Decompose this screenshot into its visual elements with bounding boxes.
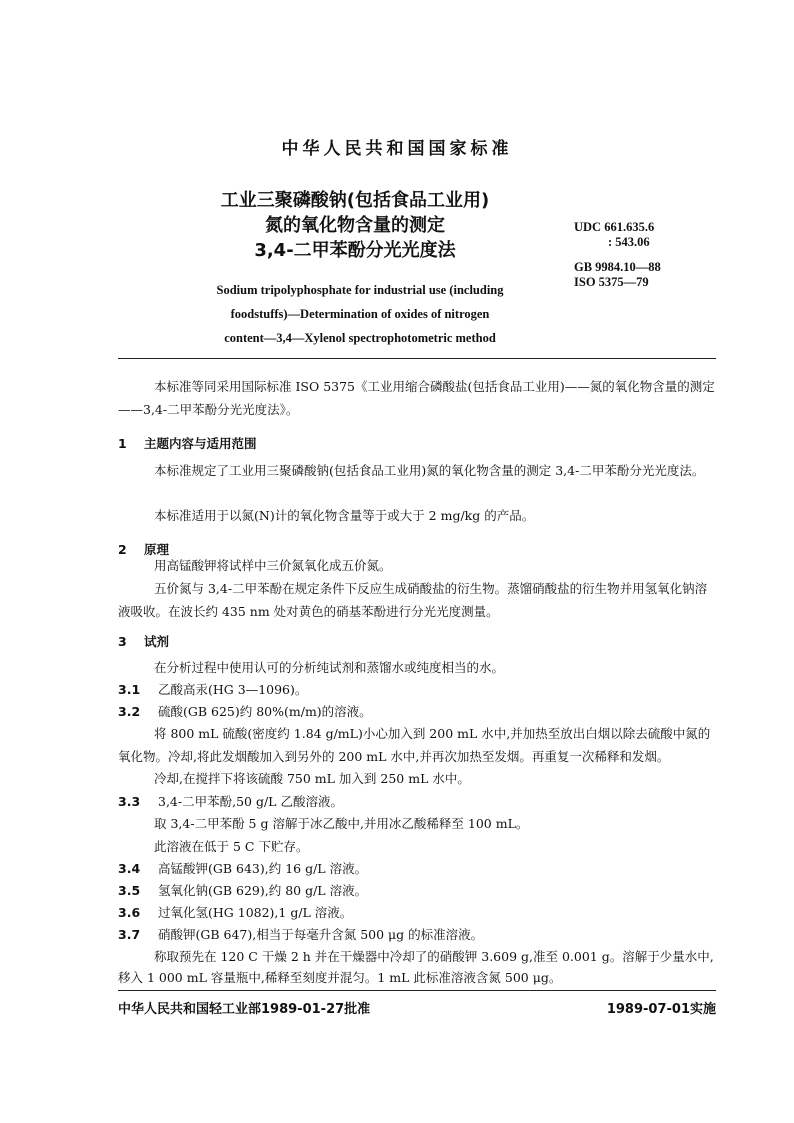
section-2-title: 原理 — [144, 542, 170, 557]
item-3-2-para-b: 冷却,在搅拌下将该硫酸 750 mL 加入到 250 mL 水中。 — [154, 771, 470, 786]
item-3-7-number: 3.7 — [118, 927, 141, 942]
item-3-6 — [118, 902, 718, 925]
item-3-5 — [118, 880, 718, 903]
code-block — [574, 220, 774, 290]
udc-code-2: : 543.06 — [608, 235, 650, 249]
section-3-para-0: 在分析过程中使用认可的分析纯试剂和蒸馏水或纯度相当的水。 — [154, 660, 505, 675]
item-3-6-text: 过氧化氢(HG 1082),1 g/L 溶液。 — [158, 905, 353, 920]
item-3-1-text: 乙酸高汞(HG 3—1096)。 — [158, 682, 308, 697]
item-3-3-para-a: 取 3,4-二甲苯酚 5 g 溶解于冰乙酸中,并用冰乙酸稀释至 100 mL。 — [154, 816, 529, 831]
standard-header: 中华人民共和国国家标准 — [281, 139, 513, 159]
item-3-3-text: 3,4-二甲苯酚,50 g/L 乙酸溶液。 — [158, 794, 343, 809]
udc-code: UDC 661.635.6 — [574, 220, 655, 234]
implementation-date: 1989-07-01实施 — [606, 1002, 716, 1017]
item-3-4 — [118, 858, 718, 881]
item-3-2-text: 硫酸(GB 625)约 80%(m/m)的溶液。 — [158, 704, 372, 719]
iso-code: ISO 5375—79 — [574, 275, 649, 289]
section-1-number: 1 — [118, 436, 127, 451]
section-1-heading — [118, 434, 257, 452]
section-2-para-2: 五价氮与 3,4-二甲苯酚在规定条件下反应生成硝酸盐的衍生物。蒸馏硝酸盐的衍生物并用氢氧化钠溶液吸收。在波长约 435 nm 处对黄色的硝基苯酚进行分光光度测量。 — [118, 581, 708, 619]
header-divider — [118, 358, 716, 359]
title-cn-line-2: 氮的氧化物含量的测定 — [265, 215, 445, 236]
section-2-number: 2 — [118, 542, 127, 557]
item-3-7 — [118, 924, 718, 947]
section-1-para-1: 本标准规定了工业用三聚磷酸钠(包括食品工业用)氮的氧化物含量的测定 3,4-二甲苯酚分光光度法。 — [154, 463, 705, 478]
title-en-line-1: Sodium tripolyphosphate for industrial use (including — [216, 283, 504, 297]
approval-info: 中华人民共和国轻工业部1989-01-27批准 — [118, 1002, 371, 1017]
title-cn-line-1: 工业三聚磷酸钠(包括食品工业用) — [220, 190, 490, 211]
item-3-2-para-a: 将 800 mL 硫酸(密度约 1.84 g/mL)小心加入到 200 mL 水中,并加热至放出白烟以除去硫酸中氮的氧化物。冷却,将此发烟酸加入到另外的 200 mL 水中,并再次加热至发烟。再重复一次稀释和发烟。 — [118, 726, 711, 764]
item-3-7-para: 称取预先在 120 C 干燥 2 h 并在干燥器中冷却了的硝酸钾 3.609 g,准至 0.001 g。溶解于少量水中,移入 1 000 mL 容量瓶中,稀释至刻度并混匀。1 mL 此标准溶液含氮 500 μg。 — [118, 949, 714, 985]
item-3-5-number: 3.5 — [118, 883, 141, 898]
item-3-4-number: 3.4 — [118, 861, 141, 876]
item-3-2 — [118, 701, 718, 724]
item-3-6-number: 3.6 — [118, 905, 141, 920]
section-1-title: 主题内容与适用范围 — [144, 436, 257, 451]
footer-divider — [118, 990, 716, 991]
section-3-heading — [118, 632, 169, 650]
section-3-title: 试剂 — [144, 634, 170, 649]
title-en-line-3: content—3,4—Xylenol spectrophotometric method — [224, 331, 496, 345]
title-cn-line-3: 3,4-二甲苯酚分光光度法 — [254, 240, 456, 261]
item-3-3 — [118, 791, 718, 814]
section-1-para-2: 本标准适用于以氮(N)计的氧化物含量等于或大于 2 mg/kg 的产品。 — [154, 508, 535, 523]
item-3-1 — [118, 679, 718, 702]
item-3-3-number: 3.3 — [118, 794, 141, 809]
item-3-4-text: 高锰酸钾(GB 643),约 16 g/L 溶液。 — [158, 861, 368, 876]
section-3-number: 3 — [118, 634, 127, 649]
item-3-2-number: 3.2 — [118, 704, 141, 719]
section-2-para-1: 用高锰酸钾将试样中三价氮氧化成五价氮。 — [154, 558, 392, 573]
item-3-3-para-b: 此溶液在低于 5 C 下贮存。 — [154, 839, 309, 854]
title-en-line-2: foodstuffs)—Determination of oxides of nitrogen — [230, 307, 490, 321]
item-3-1-number: 3.1 — [118, 682, 141, 697]
item-3-7-text: 硝酸钾(GB 647),相当于每毫升含氮 500 μg 的标准溶液。 — [158, 927, 484, 942]
intro-paragraph: 本标准等同采用国际标准 ISO 5375《工业用缩合磷酸盐(包括食品工业用)——氮的氧化物含量的测定——3,4-二甲苯酚分光光度法》。 — [118, 379, 715, 417]
gb-code: GB 9984.10—88 — [574, 260, 661, 274]
item-3-5-text: 氢氧化钠(GB 629),约 80 g/L 溶液。 — [158, 883, 368, 898]
